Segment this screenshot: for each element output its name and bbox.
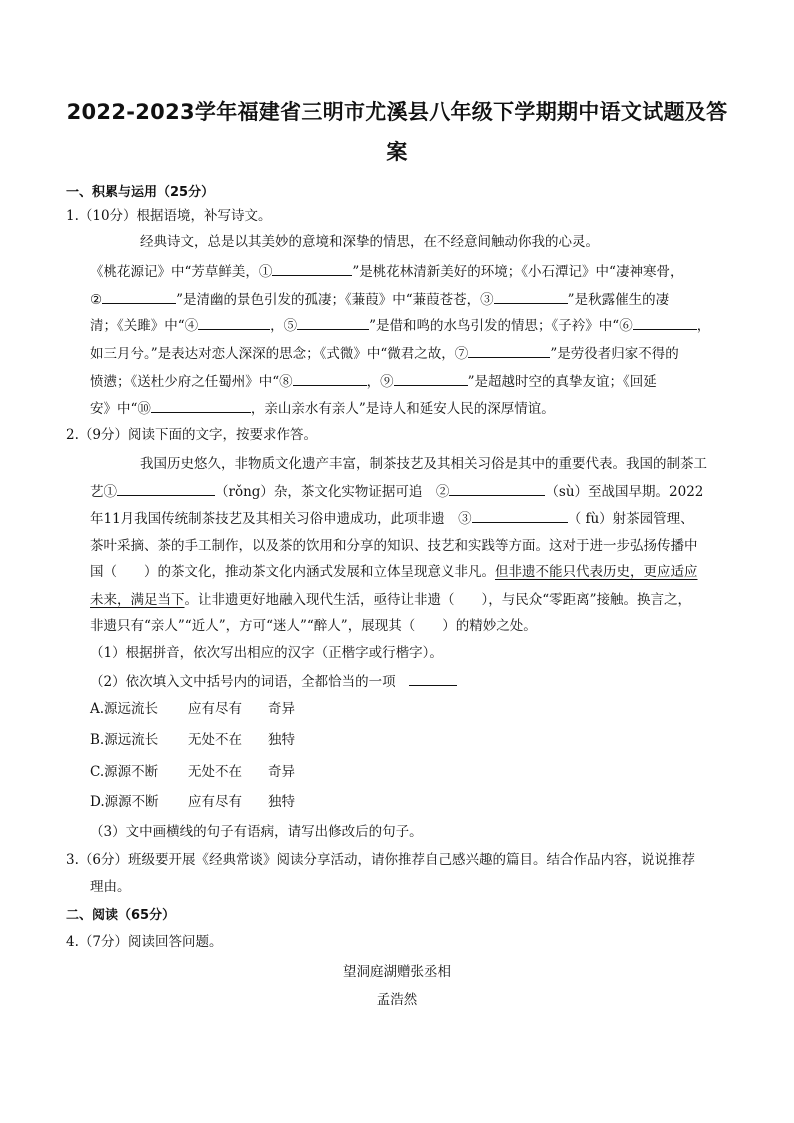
blank-10[interactable] (151, 398, 251, 413)
blank-5[interactable] (297, 315, 369, 330)
option-c[interactable]: C.源源不断 无处不在 奇异 (90, 764, 295, 780)
question-1-line-6: 安》中“⑩ ，亲山亲水有亲人”是诗人和延安人民的深厚情谊。 (90, 398, 750, 419)
question-1-line-1: 《桃花源记》中“芳草鲜美，① ”是桃花林清新美好的环境；《小石潭记》中“凄神寒骨， (90, 261, 750, 282)
question-2-sub-1: （1）根据拼音，依次写出相应的汉字（正楷字或行楷字）。 (90, 645, 443, 661)
question-1-line-5: 愤懑；《送杜少府之任蜀州》中“⑧ ，⑨ ”是超越时空的真挚友谊；《回延 (90, 371, 750, 392)
question-2-paragraph-line-7: 非遗只有“亲人”“近人”，方可“迷人”“醉人”，展现其（ ）的精妙之处。 (90, 618, 537, 634)
pinyin-blank-3[interactable] (472, 508, 568, 523)
blank-6[interactable] (633, 315, 697, 330)
question-1-line-3: 清；《关雎》中“④ ，⑤ ”是借和鸣的水鸟引发的情思；《子衿》中“⑥ ， (90, 315, 750, 336)
blank-8[interactable] (293, 371, 367, 386)
question-1-intro: 经典诗文，总是以其美妙的意境和深挚的情思，在不经意间触动你我的心灵。 (140, 234, 599, 250)
question-2-paragraph-line-4: 茶叶采摘、茶的手工制作，以及茶的饮用和分享的知识、技艺和实践等方面。这对于进一步弘扬传播中 (90, 538, 698, 554)
blank-4[interactable] (198, 315, 270, 330)
question-2-paragraph-line-3: 年11月我国传统制茶技艺及其相关习俗申遗成功，此项非遗 ③ （ fù）射茶园管理、 (90, 508, 750, 529)
document-title (60, 92, 734, 172)
title-line-1: 2022-2023学年福建省三明市尤溪县八年级下学期期中语文试题及答 (66, 100, 728, 124)
option-a[interactable]: A.源远流长 应有尽有 奇异 (90, 701, 295, 717)
question-2-sub-3: （3）文中画横线的句子有语病，请写出修改后的句子。 (90, 824, 423, 840)
question-4-heading: 4.（7分）阅读回答问题。 (66, 934, 223, 950)
section-heading-2: 二、阅读（65分） (66, 908, 176, 923)
question-2-sub-2: （2）依次填入文中括号内的词语，全都恰当的一项 (90, 671, 750, 692)
blank-9[interactable] (394, 371, 468, 386)
question-1-line-2: ② ”是清幽的景色引发的孤凄；《蒹葭》中“蒹葭苍苍，③ ”是秋露催生的凄 (90, 289, 750, 310)
poem-author: 孟浩然 (376, 992, 418, 1008)
pinyin-blank-1[interactable] (117, 481, 215, 496)
option-d[interactable]: D.源源不断 应有尽有 独特 (90, 794, 295, 810)
question-3-line-1: 3.（6分）班级要开展《经典常谈》阅读分享活动，请你推荐自己感兴趣的篇目。结合作品内容，说说推荐 (66, 852, 695, 868)
question-3-line-2: 理由。 (90, 879, 131, 895)
question-2-paragraph-line-2: 艺① （rǒng）杂，茶文化实物证据可追 ② （sù）至战国早期。2022 (90, 481, 750, 502)
blank-2[interactable] (102, 289, 176, 304)
blank-3[interactable] (494, 289, 568, 304)
question-2-paragraph-line-1: 我国历史悠久，非物质文化遗产丰富，制茶技艺及其相关习俗是其中的重要代表。我国的制茶工 (140, 456, 707, 472)
question-2-paragraph-line-5: 国（ ）的茶文化，推动茶文化内涵式发展和立体呈现意义非凡。但非遗不能只代表历史，更应适应 (90, 564, 698, 580)
underlined-sentence-part-1: 但非遗不能只代表历史，更应适应 (495, 564, 698, 580)
pinyin-blank-2[interactable] (449, 481, 545, 496)
question-1-heading: 1.（10分）根据语境，补写诗文。 (66, 208, 272, 224)
blank-7[interactable] (468, 343, 550, 358)
title-line-2: 案 (386, 140, 408, 164)
question-2-heading: 2.（9分）阅读下面的文字，按要求作答。 (66, 427, 317, 443)
answer-blank[interactable] (409, 671, 457, 686)
poem-title: 望洞庭湖赠张丞相 (343, 964, 451, 980)
option-b[interactable]: B.源远流长 无处不在 独特 (90, 732, 295, 748)
blank-1[interactable] (272, 261, 352, 276)
question-2-paragraph-line-6: 未来，满足当下。让非遗更好地融入现代生活，亟待让非遗（ ），与民众“零距离”接触。换言之， (90, 592, 692, 608)
section-heading-1: 一、积累与运用（25分） (66, 185, 215, 200)
question-1-line-4: 如三月兮。”是表达对恋人深深的思念；《式微》中“微君之故，⑦ ”是劳役者归家不得的 (90, 343, 750, 364)
underlined-sentence-part-2: 未来，满足当下 (90, 592, 185, 608)
